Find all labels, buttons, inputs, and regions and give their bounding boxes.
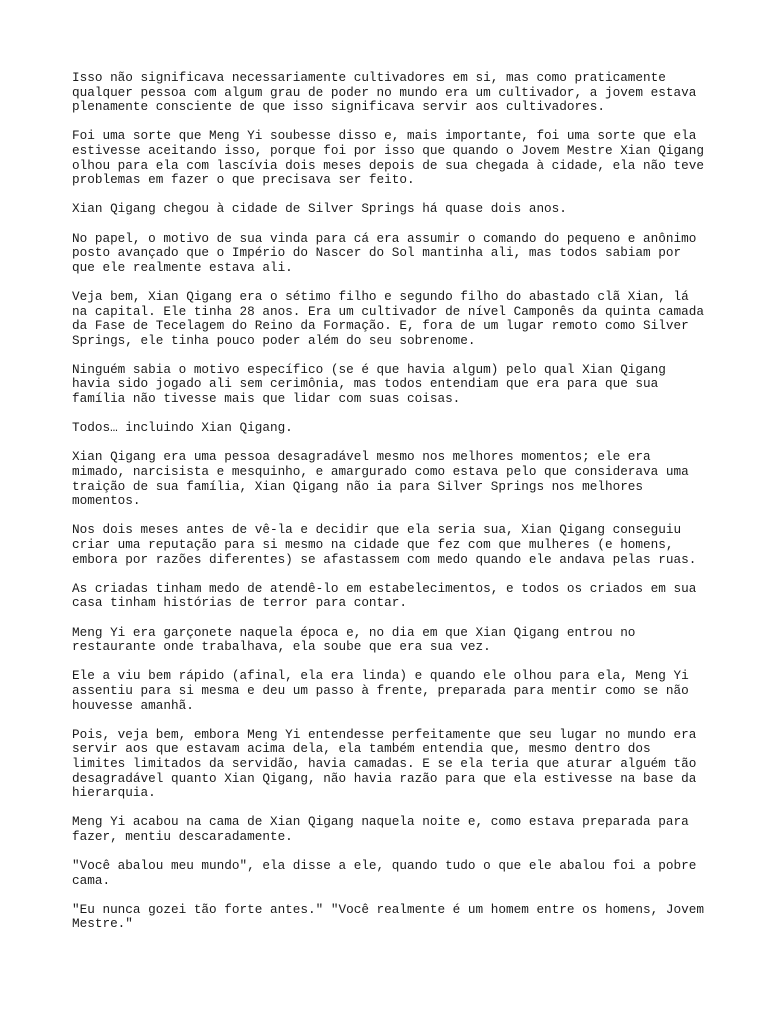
paragraph: As criadas tinham medo de atendê-lo em estabelecimentos, e todos os criados em sua casa tinham histórias de terror para contar. — [72, 580, 697, 611]
paragraph: Isso não significava necessariamente cultivadores em si, mas como praticamente qualquer pessoa com algum grau de poder no mundo era um cultivador, a jovem estava plenamente consciente de que isso significava servir aos cultivadores. — [72, 70, 697, 115]
paragraph: Pois, veja bem, embora Meng Yi entendesse perfeitamente que seu lugar no mundo era servir aos que estavam acima dela, ela também entendia que, mesmo dentro dos limites limitados da servidão, havia camadas. E se ela teria que aturar alguém tão desagradável quanto Xian Qigang, não havia razão para que ela estivesse na base da hierarquia. — [72, 726, 697, 801]
paragraph: Xian Qigang era uma pessoa desagradável mesmo nos melhores momentos; ele era mimado, narcisista e mesquinho, e amargurado como estava pelo que considerava uma traição de sua família, Xian Qigang não ia para Silver Springs nos melhores momentos. — [72, 449, 689, 509]
paragraph: Todos… incluindo Xian Qigang. — [72, 420, 293, 436]
paragraph: Veja bem, Xian Qigang era o sétimo filho e segundo filho do abastado clã Xian, lá na capital. Ele tinha 28 anos. Era um cultivador de nível Camponês da quinta camada da Fase de Tecelagem do Reino da Formação. E, fora de um lugar remoto como Silver Springs, ele tinha pouco poder além do seu sobrenome. — [72, 288, 704, 348]
paragraph: Ninguém sabia o motivo específico (se é que havia algum) pelo qual Xian Qigang havia sido jogado ali sem cerimônia, mas todos entendiam que era para que sua família não tivesse mais que lidar com suas coisas. — [72, 361, 666, 407]
paragraph: Xian Qigang chegou à cidade de Silver Springs há quase dois anos. — [72, 201, 567, 217]
paragraph: Nos dois meses antes de vê-la e decidir que ela seria sua, Xian Qigang conseguiu criar uma reputação para si mesmo na cidade que fez com que mulheres (e homens, embora por razões diferentes) se afastassem com medo quando ele andava pelas ruas. — [72, 522, 697, 567]
paragraph: Ele a viu bem rápido (afinal, ela era linda) e quando ele olhou para ela, Meng Yi assentiu para si mesma e deu um passo à frente, preparada para mentir como se não houvesse amanhã. — [72, 668, 689, 713]
paragraph: Foi uma sorte que Meng Yi soubesse disso e, mais importante, foi uma sorte que ela estivesse aceitando isso, porque foi por isso que quando o Jovem Mestre Xian Qigang olhou para ela com lascívia dois meses depois de sua chegada à cidade, ela não teve problemas em fazer o que precisava ser feito. — [72, 128, 704, 188]
document-page — [72, 71, 712, 947]
paragraph: "Você abalou meu mundo", ela disse a ele, quando tudo o que ele abalou foi a pobre cama. — [72, 858, 697, 888]
paragraph: No papel, o motivo de sua vinda para cá era assumir o comando do pequeno e anônimo posto avançado que o Império do Nascer do Sol mantinha ali, mas todos sabiam por que ele realmente estava ali. — [72, 230, 697, 275]
paragraph: Meng Yi acabou na cama de Xian Qigang naquela noite e, como estava preparada para fazer, mentiu descaradamente. — [72, 814, 689, 844]
paragraph: Meng Yi era garçonete naquela época e, no dia em que Xian Qigang entrou no restaurante onde trabalhava, ela soube que era sua vez. — [72, 624, 636, 655]
paragraph: "Eu nunca gozei tão forte antes." "Você realmente é um homem entre os homens, Jovem Mestre." — [72, 901, 704, 932]
